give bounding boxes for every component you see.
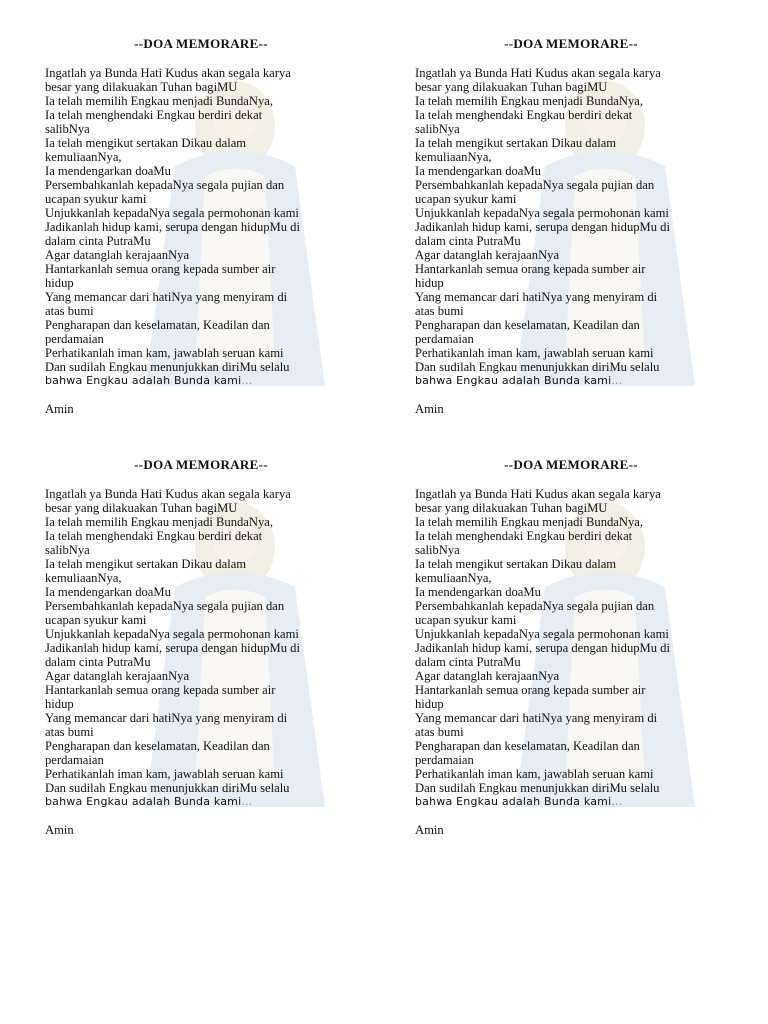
prayer-line: Dan sudilah Engkau menunjukkan diriMu selalu: [415, 360, 660, 374]
prayer-line: Ingatlah ya Bunda Hati Kudus akan segala karya: [45, 487, 291, 501]
prayer-line: ucapan syukur kami: [45, 613, 147, 627]
prayer-last-line: [45, 795, 375, 809]
prayer-line: Pengharapan dan keselamatan, Keadilan dan: [415, 739, 640, 753]
prayer-line: Ia telah mengikut sertakan Dikau dalam: [45, 557, 247, 571]
prayer-text: [415, 487, 745, 809]
prayer-closing: Amin: [415, 823, 444, 837]
prayer-line: Ia mendengarkan doaMu: [415, 585, 541, 599]
prayer-line: Jadikanlah hidup kami, serupa dengan hidupMu di: [45, 641, 300, 655]
prayer-line: besar yang dilakuakan Tuhan bagiMU: [45, 80, 238, 94]
prayer-line: Ia telah memilih Engkau menjadi BundaNya,: [45, 515, 274, 529]
prayer-line: perdamaian: [415, 332, 474, 346]
prayer-line: Jadikanlah hidup kami, serupa dengan hidupMu di: [415, 220, 670, 234]
prayer-line: Yang memancar dari hatiNya yang menyiram di: [45, 711, 288, 725]
prayer-text: [415, 66, 745, 388]
prayer-card-1: [45, 36, 375, 436]
prayer-line: Ia telah menghendaki Engkau berdiri dekat: [45, 108, 263, 122]
prayer-line: Pengharapan dan keselamatan, Keadilan dan: [45, 318, 270, 332]
prayer-line: Perhatikanlah iman kam, jawablah seruan kami: [45, 346, 284, 360]
ellipsis: ...: [611, 374, 623, 387]
prayer-line: Perhatikanlah iman kam, jawablah seruan kami: [415, 346, 654, 360]
prayer-line: besar yang dilakuakan Tuhan bagiMU: [45, 501, 238, 515]
prayer-line: Unjukkanlah kepadaNya segala permohonan kami: [415, 627, 669, 641]
ellipsis: ...: [241, 374, 253, 387]
prayer-line: Ia telah mengikut sertakan Dikau dalam: [415, 557, 617, 571]
prayer-title: --DOA MEMORARE--: [134, 457, 268, 472]
prayer-line: dalam cinta PutraMu: [45, 655, 151, 669]
prayer-line: Perhatikanlah iman kam, jawablah seruan kami: [415, 767, 654, 781]
prayer-line: Agar datanglah kerajaanNya: [45, 248, 190, 262]
prayer-line: Pengharapan dan keselamatan, Keadilan dan: [45, 739, 270, 753]
prayer-title: --DOA MEMORARE--: [134, 36, 268, 51]
prayer-line: besar yang dilakuakan Tuhan bagiMU: [415, 80, 608, 94]
prayer-line: Hantarkanlah semua orang kepada sumber air: [415, 262, 646, 276]
prayer-line: Ia mendengarkan doaMu: [415, 164, 541, 178]
prayer-card-3: [45, 457, 375, 857]
prayer-last-line: [45, 374, 375, 388]
prayer-line: Persembahkanlah kepadaNya segala pujian dan: [45, 178, 285, 192]
prayer-line: atas bumi: [45, 304, 94, 318]
prayer-text: [45, 487, 375, 809]
prayer-title: --DOA MEMORARE--: [504, 36, 638, 51]
prayer-last-line: [415, 374, 745, 388]
prayer-line: Dan sudilah Engkau menunjukkan diriMu selalu: [415, 781, 660, 795]
prayer-line: hidup: [45, 276, 74, 290]
prayer-line: Ia telah menghendaki Engkau berdiri dekat: [415, 529, 633, 543]
prayer-line: ucapan syukur kami: [415, 613, 517, 627]
prayer-line: hidup: [415, 697, 444, 711]
prayer-line: Persembahkanlah kepadaNya segala pujian dan: [45, 599, 285, 613]
prayer-last-line-text: bahwa Engkau adalah Bunda kami: [415, 374, 612, 387]
prayer-line: ucapan syukur kami: [45, 192, 147, 206]
prayer-line: dalam cinta PutraMu: [45, 234, 151, 248]
prayer-last-line-text: bahwa Engkau adalah Bunda kami: [415, 795, 612, 808]
prayer-last-line-text: bahwa Engkau adalah Bunda kami: [45, 795, 242, 808]
prayer-line: atas bumi: [415, 304, 464, 318]
prayer-line: Yang memancar dari hatiNya yang menyiram di: [45, 290, 288, 304]
prayer-card-4: [415, 457, 745, 857]
prayer-line: Yang memancar dari hatiNya yang menyiram di: [415, 290, 658, 304]
prayer-line: hidup: [45, 697, 74, 711]
prayer-line: salibNya: [45, 543, 90, 557]
prayer-line: perdamaian: [415, 753, 474, 767]
prayer-line: Agar datanglah kerajaanNya: [45, 669, 190, 683]
prayer-line: kemuliaanNya,: [415, 150, 492, 164]
prayer-line: atas bumi: [415, 725, 464, 739]
prayer-line: Perhatikanlah iman kam, jawablah seruan kami: [45, 767, 284, 781]
prayer-line: Pengharapan dan keselamatan, Keadilan dan: [415, 318, 640, 332]
ellipsis: ...: [241, 795, 253, 808]
prayer-line: Agar datanglah kerajaanNya: [415, 248, 560, 262]
prayer-closing: Amin: [45, 823, 74, 837]
prayer-line: Yang memancar dari hatiNya yang menyiram di: [415, 711, 658, 725]
prayer-line: perdamaian: [45, 332, 104, 346]
prayer-last-line-text: bahwa Engkau adalah Bunda kami: [45, 374, 242, 387]
prayer-line: Ia mendengarkan doaMu: [45, 164, 171, 178]
prayer-line: Ia mendengarkan doaMu: [45, 585, 171, 599]
prayer-line: kemuliaanNya,: [45, 571, 122, 585]
prayer-line: Jadikanlah hidup kami, serupa dengan hidupMu di: [415, 641, 670, 655]
prayer-line: besar yang dilakuakan Tuhan bagiMU: [415, 501, 608, 515]
prayer-line: Hantarkanlah semua orang kepada sumber air: [415, 683, 646, 697]
prayer-line: ucapan syukur kami: [415, 192, 517, 206]
prayer-line: Ia telah mengikut sertakan Dikau dalam: [415, 136, 617, 150]
prayer-line: Hantarkanlah semua orang kepada sumber air: [45, 683, 276, 697]
ellipsis: ...: [611, 795, 623, 808]
prayer-line: Ingatlah ya Bunda Hati Kudus akan segala karya: [415, 487, 661, 501]
prayer-line: Unjukkanlah kepadaNya segala permohonan kami: [45, 627, 299, 641]
prayer-closing: Amin: [45, 402, 74, 416]
prayer-line: dalam cinta PutraMu: [415, 234, 521, 248]
prayer-line: Ia telah menghendaki Engkau berdiri dekat: [45, 529, 263, 543]
prayer-line: hidup: [415, 276, 444, 290]
prayer-closing: Amin: [415, 402, 444, 416]
prayer-line: salibNya: [415, 122, 460, 136]
prayer-line: Ia telah menghendaki Engkau berdiri dekat: [415, 108, 633, 122]
prayer-line: Ia telah memilih Engkau menjadi BundaNya,: [415, 94, 644, 108]
prayer-line: Hantarkanlah semua orang kepada sumber air: [45, 262, 276, 276]
prayer-line: kemuliaanNya,: [415, 571, 492, 585]
prayer-line: atas bumi: [45, 725, 94, 739]
prayer-line: Ingatlah ya Bunda Hati Kudus akan segala karya: [415, 66, 661, 80]
prayer-line: Unjukkanlah kepadaNya segala permohonan kami: [415, 206, 669, 220]
prayer-line: Dan sudilah Engkau menunjukkan diriMu selalu: [45, 781, 290, 795]
prayer-line: Jadikanlah hidup kami, serupa dengan hidupMu di: [45, 220, 300, 234]
prayer-line: Agar datanglah kerajaanNya: [415, 669, 560, 683]
prayer-line: salibNya: [45, 122, 90, 136]
prayer-line: Persembahkanlah kepadaNya segala pujian dan: [415, 178, 655, 192]
prayer-line: Unjukkanlah kepadaNya segala permohonan kami: [45, 206, 299, 220]
prayer-line: Dan sudilah Engkau menunjukkan diriMu selalu: [45, 360, 290, 374]
prayer-line: Persembahkanlah kepadaNya segala pujian dan: [415, 599, 655, 613]
prayer-line: Ingatlah ya Bunda Hati Kudus akan segala karya: [45, 66, 291, 80]
prayer-card-2: [415, 36, 745, 436]
prayer-last-line: [415, 795, 745, 809]
prayer-text: [45, 66, 375, 388]
prayer-line: Ia telah mengikut sertakan Dikau dalam: [45, 136, 247, 150]
prayer-line: salibNya: [415, 543, 460, 557]
prayer-line: dalam cinta PutraMu: [415, 655, 521, 669]
prayer-title: --DOA MEMORARE--: [504, 457, 638, 472]
prayer-line: Ia telah memilih Engkau menjadi BundaNya,: [415, 515, 644, 529]
prayer-line: perdamaian: [45, 753, 104, 767]
prayer-line: Ia telah memilih Engkau menjadi BundaNya,: [45, 94, 274, 108]
prayer-line: kemuliaanNya,: [45, 150, 122, 164]
